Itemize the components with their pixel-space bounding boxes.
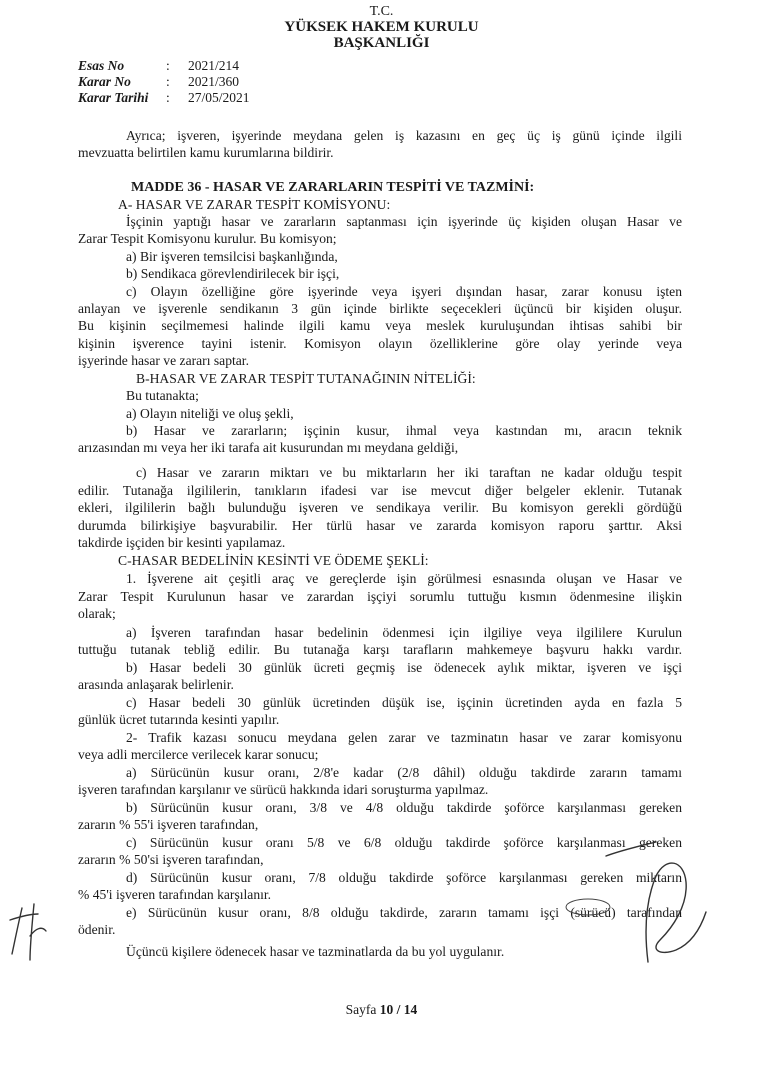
article-title: MADDE 36 - HASAR VE ZARARLARIN TESPİTİ VE TAZMİNİ: bbox=[131, 180, 535, 195]
header-department: BAŞKANLIĞI bbox=[333, 35, 430, 51]
meta-label: Karar Tarihi bbox=[78, 90, 149, 105]
section-heading: A- HASAR VE ZARAR TESPİT KOMİSYONU: bbox=[118, 197, 391, 212]
list-item: b) Hasar bedeli 30 günlük ücreti geçmiş ise ödenecek aylık miktar, işveren ve işçi bbox=[126, 660, 682, 675]
meta-label: Esas No bbox=[78, 58, 125, 73]
list-item: c) Hasar bedeli 30 günlük ücretinden düşük ise, işçinin ücretinden ayda en fazla 5 bbox=[126, 695, 682, 710]
page-footer bbox=[0, 1002, 763, 1018]
list-item: a) Bir işveren temsilcisi başkanlığında, bbox=[126, 249, 338, 264]
meta-value: 27/05/2021 bbox=[188, 90, 250, 105]
text-line: kişinin işverence tayini istenir. Komisyon olayın özelliklerine göre olay yerinde veya bbox=[78, 336, 682, 351]
text-line: arasında anlaşarak belirlenir. bbox=[78, 677, 234, 692]
text-line: zararın % 50'si işveren tarafından, bbox=[78, 852, 264, 867]
list-item: d) Sürücünün kusur oranı, 7/8 olduğu takdirde şoförce karşılanması gereken miktarın bbox=[126, 870, 682, 885]
circled-word bbox=[566, 899, 610, 915]
signature bbox=[606, 842, 706, 962]
list-item: a) İşveren tarafından hasar bedelinin ödenmesi için ilgiliye veya ilgililere Kurulun bbox=[126, 625, 682, 640]
meta-value: 2021/214 bbox=[188, 58, 240, 73]
text-line: olarak; bbox=[78, 606, 116, 621]
meta-label: Karar No bbox=[78, 74, 131, 89]
text-line: % 45'i işveren tarafından karşılanır. bbox=[78, 887, 272, 902]
text-line: durumda bilirkişiye başvurabilir. Her türlü hasar ve zararda komisyon raporu şarttır. Aksi bbox=[78, 518, 682, 533]
list-item: e) Sürücünün kusur oranı, 8/8 olduğu takdirde, zararın tamamı işçi (sürücü) tarafından bbox=[126, 905, 682, 920]
text-line: Ayrıca; işveren, işyerinde meydana gelen iş kazasını en geç üç iş günü içinde ilgili bbox=[126, 128, 682, 143]
meta-colon: : bbox=[166, 90, 170, 105]
text-line: Bu tutanakta; bbox=[126, 388, 199, 403]
text-line: Üçüncü kişilere ödenecek hasar ve tazminatlarda da bu yol uygulanır. bbox=[126, 944, 505, 959]
text-line: İşçinin yaptığı hasar ve zararların saptanması için işyerinde üç kişiden oluşan Hasar ve bbox=[126, 214, 682, 229]
text-line: Bu kişinin seçilmemesi halinde ilgili kamu veya meslek kuruluşundan ihtisas sahibi bir bbox=[78, 318, 682, 333]
header-tc: T.C. bbox=[369, 4, 394, 19]
list-item: b) Sendikaca görevlendirilecek bir işçi, bbox=[126, 266, 340, 281]
page-label: Sayfa bbox=[345, 1002, 377, 1017]
text-line: Zarar Tespit Kurulunun hasar ve zarardan işçiyi sorumlu tuttuğu kısmın ödenmesine ilişkin bbox=[78, 589, 682, 604]
meta-colon: : bbox=[166, 58, 170, 73]
list-item: c) Olayın özelliğine göre işyerinde veya işyeri dışından hasar, zarar konusu işten bbox=[126, 284, 682, 299]
text-line: arızasından mı veya her iki tarafa ait kusurundan mı meydana geldiği, bbox=[78, 440, 459, 455]
text-line: zararın % 55'i işveren tarafından, bbox=[78, 817, 259, 832]
list-item: b) Hasar ve zararların; işçinin kusur, ihmal veya kastından mı, aracın teknik bbox=[126, 423, 682, 438]
list-item: a) Olayın niteliği ve oluş şekli, bbox=[126, 406, 294, 421]
text-line: işveren tarafından karşılanır ve sürücü hakkında idari soruşturma yapılmaz. bbox=[78, 782, 489, 797]
text-line: takdirde işçiden bir kesinti yapılamaz. bbox=[78, 535, 286, 550]
text-line: ekleri, ilgililerin bağlı bulunduğu işveren ve sendikaya verilir. Bu komisyon gerekli gördüğü bbox=[78, 500, 682, 515]
section-heading: C-HASAR BEDELİNİN KESİNTİ VE ÖDEME ŞEKLİ: bbox=[118, 553, 429, 568]
text-line: günlük ücret tutarında kesinti yapılır. bbox=[78, 712, 280, 727]
text-line: edilir. Tutanağa ilgililerin, tanıkların ifadesi var ise mevcut diğer belgeler eklenir. Tutanak bbox=[78, 483, 682, 498]
text-line: 1. İşverene ait çeşitli araç ve gereçlerde işin görülmesi esnasında oluşan ve Hasar ve bbox=[126, 571, 682, 586]
page-number: 10 / 14 bbox=[379, 1002, 418, 1017]
list-item: c) Hasar ve zararın miktarı ve bu miktarların her iki taraftan ne kadar olduğu tespit bbox=[136, 465, 682, 480]
meta-value: 2021/360 bbox=[188, 74, 240, 89]
text-line: Zarar Tespit Komisyonu kurulur. Bu komisyon; bbox=[78, 231, 337, 246]
text-line: 2- Trafik kazası sonucu meydana gelen zarar ve tazminatın hasar ve zarar komisyonu bbox=[126, 730, 682, 745]
text-line: ödenir. bbox=[78, 922, 116, 937]
list-item: c) Sürücünün kusur oranı 5/8 ve 6/8 olduğu takdirde şoförce karşılanması gereken bbox=[126, 835, 682, 850]
header-institution: YÜKSEK HAKEM KURULU bbox=[284, 19, 479, 35]
list-item: b) Sürücünün kusur oranı, 3/8 ve 4/8 olduğu takdirde şoförce karşılanması gereken bbox=[126, 800, 682, 815]
text-line: anlayan ve işverenle sendikanın 3 gün içinde birlikte seçecekleri üçüncü bir kişiden oluşur. bbox=[78, 301, 682, 316]
text-line: tuttuğu tutanak tebliğ edilir. Bu tutanağa karşı tarafların mahkemeye başvuru hakkı vardır. bbox=[78, 642, 682, 657]
list-item: a) Sürücünün kusur oranı, 2/8'e kadar (2/8 dâhil) olduğu takdirde zararın tamamı bbox=[126, 765, 682, 780]
meta-colon: : bbox=[166, 74, 170, 89]
text-line: mevzuatta belirtilen kamu kurumlarına bildirir. bbox=[78, 145, 334, 160]
handwritten-initials bbox=[10, 904, 46, 960]
section-heading: B-HASAR VE ZARAR TESPİT TUTANAĞININ NİTELİĞİ: bbox=[136, 371, 476, 386]
text-line: veya adli mercilerce verilecek karar sonucu; bbox=[78, 747, 319, 762]
text-line: işyerinde hasar ve zararı saptar. bbox=[78, 353, 249, 368]
